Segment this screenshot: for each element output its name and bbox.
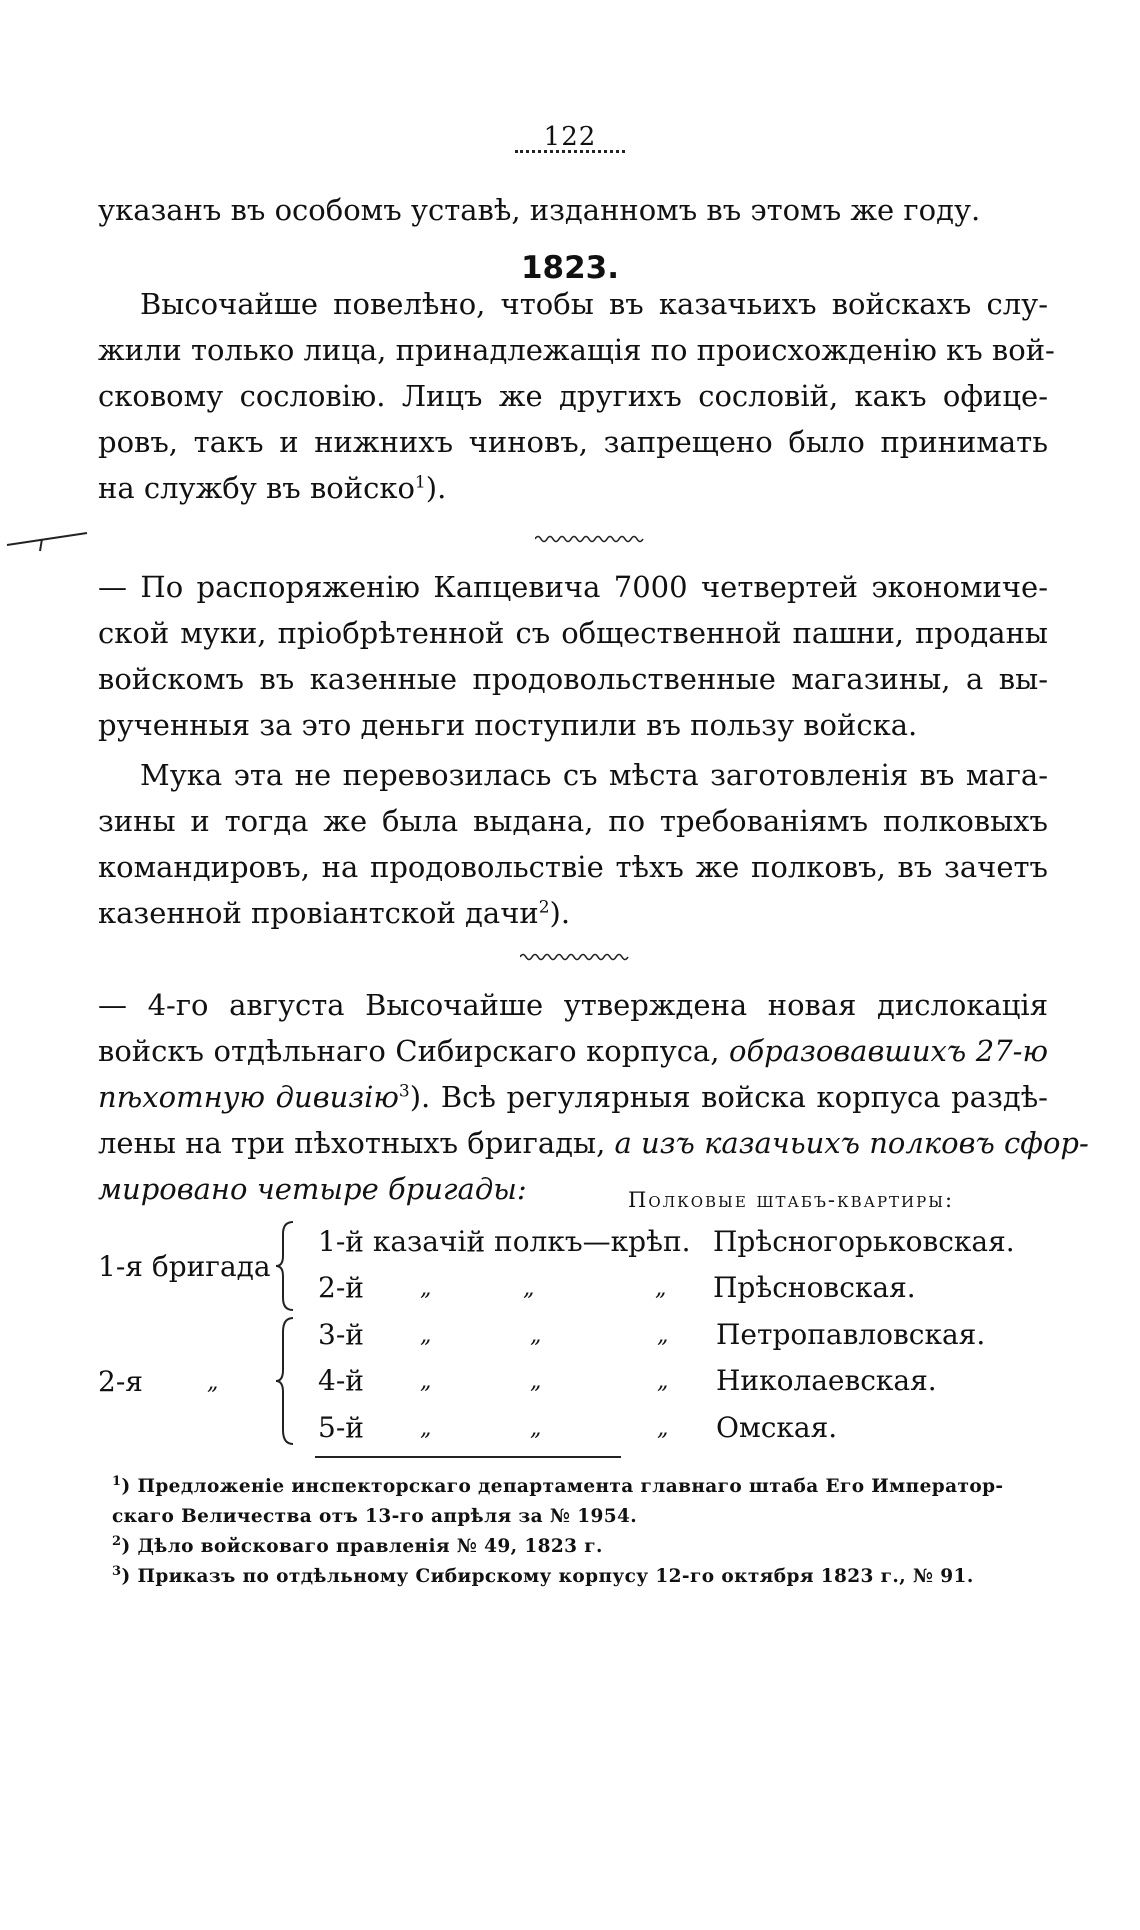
brace [273, 1220, 297, 1312]
page-number: 122 [543, 122, 597, 152]
para2-line: — По распоряженію Капцевича 7000 четвертей экономиче- [98, 570, 1048, 604]
footnote-number: 2 [112, 1533, 122, 1549]
year-heading: 1823. [520, 250, 620, 286]
footnote-ref: 2 [538, 897, 550, 918]
para3-line: Мука эта не перевозилась съ мѣста заготовленія въ мага- [140, 758, 1048, 792]
para4-line: мировано четыре бригады: [98, 1172, 527, 1206]
regiment-cell: 2-й [318, 1271, 364, 1304]
footnote-1-cont: скаго Величества отъ 13-го апрѣля за № 1954. [112, 1506, 638, 1527]
footnote-rule [315, 1456, 621, 1458]
brigade-1-label: 1-я бригада [98, 1250, 271, 1283]
footnote-1: $^1$) Предложеніе инспекторскаго департамента главнаго штаба Его Император- [112, 1473, 1004, 1497]
ditto-mark: „ [657, 1416, 669, 1441]
para3-line: казенной провіантской дачи [98, 896, 539, 930]
footnote-3: $^3$) Приказъ по отдѣльному Сибирскому корпусу 12-го октября 1823 г., № 91. [112, 1563, 974, 1587]
hq-cell: Прѣсногорьковская. [713, 1225, 1015, 1258]
para1-last-line [98, 471, 1048, 505]
ditto-mark: „ [655, 1276, 667, 1301]
para1-line: сковому сословію. Лицъ же другихъ сословій, какъ офице- [98, 379, 1048, 413]
regiment-cell: 1-й казачій полкъ—крѣп. [318, 1225, 691, 1258]
wavy-separator [520, 952, 630, 962]
ditto-mark: „ [207, 1370, 219, 1395]
page-number-rule [515, 150, 625, 153]
para1-end: ). [425, 471, 447, 505]
table-header: Полковые штабъ-квартиры: [628, 1188, 955, 1212]
para4-line: войскъ отдѣльнаго Сибирскаго корпуса, образовавшихъ 27-ю [98, 1034, 1048, 1068]
para2-line: рученныя за это деньги поступили въ пользу войска. [98, 708, 918, 742]
footnote-number: 1 [112, 1473, 122, 1489]
ditto-mark: „ [657, 1369, 669, 1394]
regiment-cell: 3-й [318, 1318, 364, 1351]
italic-text: пѣхотную дивизію [98, 1080, 399, 1114]
ditto-mark: „ [420, 1369, 432, 1394]
footnote-ref: 1 [414, 472, 426, 493]
para1-line: ровъ, такъ и нижнихъ чиновъ, запрещено было принимать [98, 425, 1048, 459]
brigade-2-label: 2-я [98, 1365, 143, 1398]
ditto-mark: „ [530, 1416, 542, 1441]
margin-mark [2, 525, 92, 555]
hq-cell: Прѣсновская. [713, 1271, 916, 1304]
top-line: указанъ въ особомъ уставѣ, изданномъ въ этомъ же году. [98, 193, 981, 227]
para4-line: пѣхотную дивизію$^3$). Всѣ регулярныя войска корпуса раздѣ- [98, 1080, 1048, 1114]
footnote-number: 3 [112, 1563, 122, 1579]
para2-line: войскомъ въ казенные продовольственные магазины, а вы- [98, 662, 1048, 696]
regiment-cell: 5-й [318, 1411, 364, 1444]
wavy-separator [535, 534, 645, 544]
hq-cell: Николаевская. [716, 1364, 937, 1397]
footnote-ref: 3 [398, 1081, 410, 1102]
footnote-2: $^2$) Дѣло войсковаго правленія № 49, 1823 г. [112, 1533, 603, 1557]
ditto-mark: „ [420, 1416, 432, 1441]
ditto-mark: „ [420, 1323, 432, 1348]
para3-last-line [98, 896, 1048, 930]
para1-line: Высочайше повелѣно, чтобы въ казачьихъ войскахъ слу- [140, 287, 1048, 321]
para2-line: ской муки, пріобрѣтенной съ общественной пашни, проданы [98, 616, 1048, 650]
italic-text: а изъ казачьихъ полковъ сфор- [614, 1126, 1089, 1160]
para4-line: лены на три пѣхотныхъ бригады, а изъ казачьихъ полковъ сфор- [98, 1126, 1089, 1160]
para3-line: зины и тогда же была выдана, по требованіямъ полковыхъ [98, 804, 1048, 838]
ditto-mark: „ [657, 1323, 669, 1348]
para3-end: ). [549, 896, 571, 930]
hq-cell: Петропавловская. [716, 1318, 986, 1351]
ditto-mark: „ [530, 1369, 542, 1394]
para1-line: на службу въ войско [98, 471, 415, 505]
para1-line: жили только лица, принадлежащія по происхожденію къ вой- [98, 333, 1055, 367]
hq-cell: Омская. [716, 1411, 838, 1444]
ditto-mark: „ [420, 1276, 432, 1301]
brace [273, 1316, 297, 1446]
ditto-mark: „ [530, 1323, 542, 1348]
ditto-mark: „ [523, 1276, 535, 1301]
para4-line: — 4-го августа Высочайше утверждена новая дислокація [98, 988, 1048, 1022]
italic-text: образовавшихъ 27-ю [729, 1034, 1048, 1068]
para3-line: командировъ, на продовольствіе тѣхъ же полковъ, въ зачетъ [98, 850, 1048, 884]
regiment-cell: 4-й [318, 1364, 364, 1397]
